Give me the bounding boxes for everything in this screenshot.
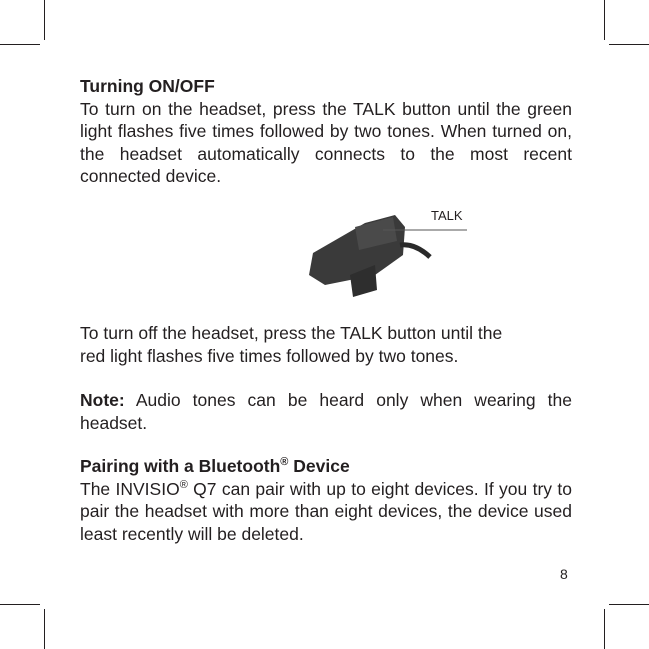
crop-mark [44,609,45,649]
paragraph: To turn on the headset, press the TALK button until the green light flashes five times followed by two tones. When turned on, the headset automatically connects to the most recent connected device. [80,98,572,186]
section-pairing [80,455,572,545]
crop-mark [44,0,45,40]
note-label: Note: [80,390,125,410]
crop-mark [609,604,649,605]
crop-mark [604,609,605,649]
crop-mark [0,604,40,605]
page-number: 8 [560,566,568,582]
crop-mark [0,44,40,45]
section-heading: Turning ON/OFF [80,76,215,96]
paragraph-line: red light flashes five times followed by two tones. [80,345,459,366]
crop-mark [609,44,649,45]
paragraph-line: To turn off the headset, press the TALK button until the [80,323,503,343]
section-turning-on-off [80,75,572,188]
paragraph: The INVISIO® Q7 can pair with up to eight devices. If you try to pair the headset with more than eight devices, the device used least recently will be deleted. [80,478,572,544]
note [80,389,572,434]
note-text: Audio tones can be heard only when wearing the headset. [80,390,572,433]
crop-mark [604,0,605,40]
turn-off-paragraph [80,322,572,367]
talk-button-label: TALK [431,208,463,223]
section-heading: Pairing with a Bluetooth® Device [80,456,350,476]
